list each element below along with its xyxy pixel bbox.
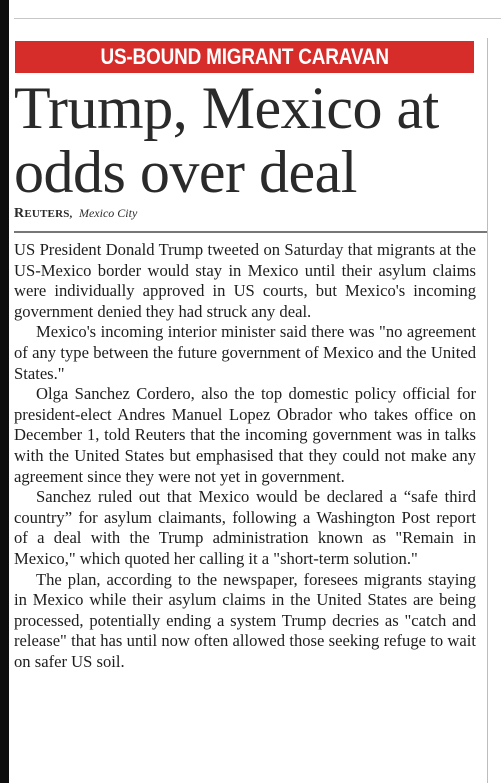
page-edge-bar xyxy=(0,0,9,783)
section-kicker xyxy=(15,41,474,73)
article-body xyxy=(14,240,476,672)
byline xyxy=(14,206,137,222)
article-paragraph: The plan, according to the newspaper, foresees migrants staying in Mexico while their asylum claims in the United States are being processed, potentially ending a system Trump decries as "catch and release" that has until now often allowed those seeking refuge to wait on safer US soil. xyxy=(14,569,476,671)
headline xyxy=(14,76,494,204)
top-rule xyxy=(14,18,501,19)
section-kicker-text: US-BOUND MIGRANT CARAVAN xyxy=(100,44,389,69)
byline-agency xyxy=(14,206,72,221)
article-paragraph: Sanchez ruled out that Mexico would be declared a “safe third country” for asylum claimants, following a Washington Post report of a deal with the Trump administration known as "Remain in Mexico," which quoted her calling it a "short-term solution." xyxy=(14,487,476,568)
article-paragraph: US President Donald Trump tweeted on Saturday that migrants at the US-Mexico border would stay in Mexico until their asylum claims were individually approved in US courts, but Mexico's incoming government denied they had struck any deal. xyxy=(14,240,476,321)
byline-rule xyxy=(14,231,487,233)
byline-agency-rest: EUTERS, xyxy=(24,208,73,220)
byline-agency-initial: R xyxy=(14,206,25,221)
article-paragraph: Mexico's incoming interior minister said there was "no agreement of any type between the future government of Mexico and the United States." xyxy=(14,322,476,383)
byline-city: Mexico City xyxy=(78,206,138,220)
headline-line-2: odds over deal xyxy=(14,139,357,205)
headline-line-1: Trump, Mexico at xyxy=(14,75,439,141)
article-paragraph: Olga Sanchez Cordero, also the top domestic policy official for president-elect Andres Manuel Lopez Obrador who takes office on December 1, told Reuters that the incoming government was in talks with the United States but emphasised that they could not make any agreement since they were not yet in government. xyxy=(14,384,476,486)
